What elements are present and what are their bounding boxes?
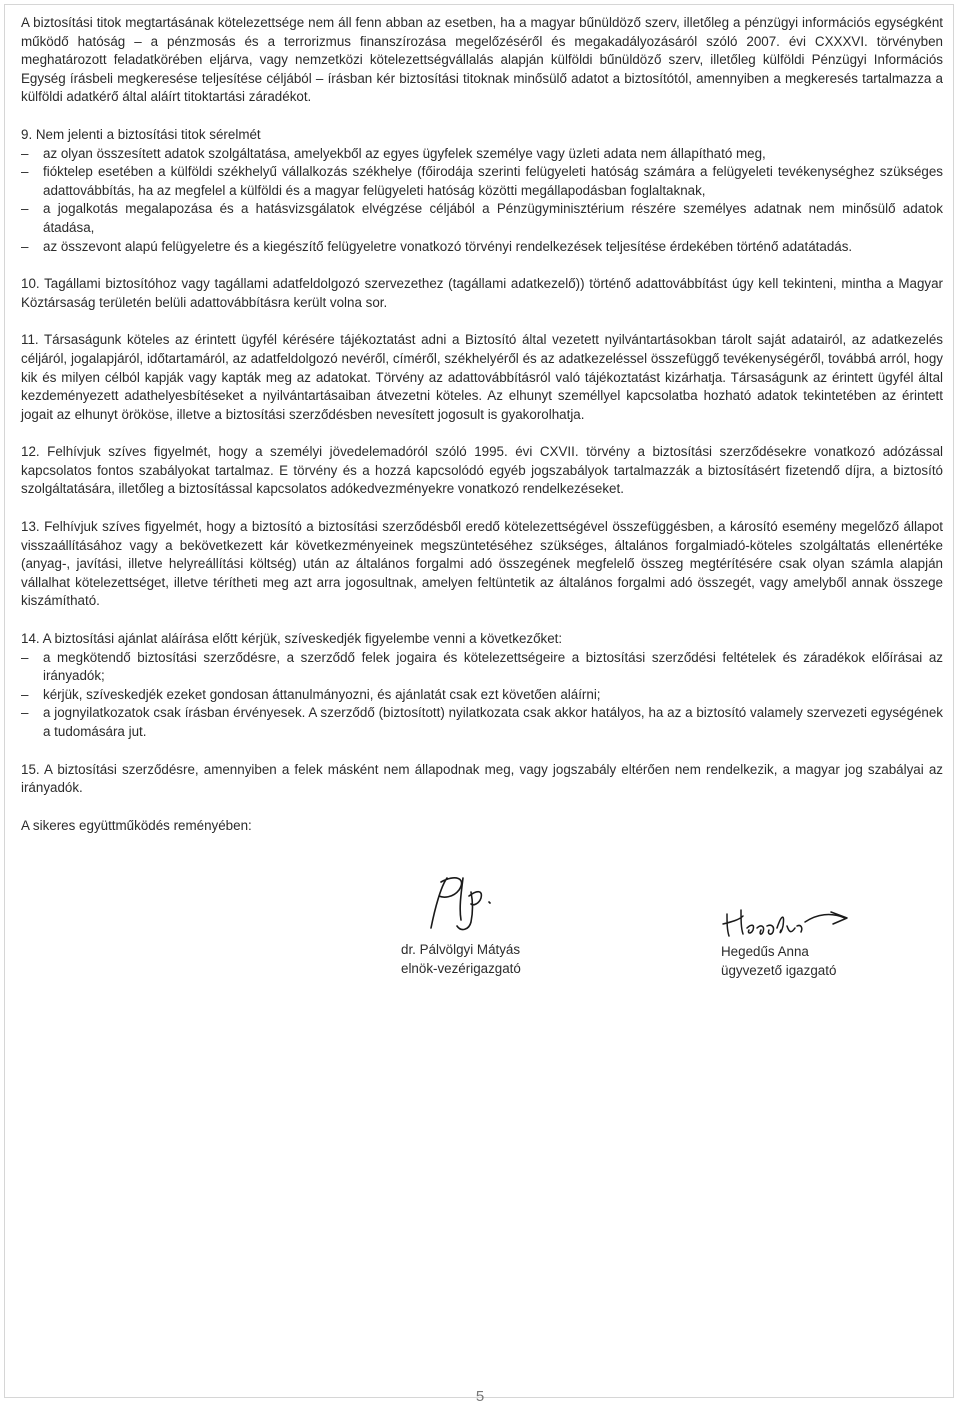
section-11 xyxy=(21,331,943,424)
section-14 xyxy=(21,630,943,742)
section-9-list xyxy=(21,145,943,257)
signatory-name-left: dr. Pálvölgyi Mátyás xyxy=(401,942,521,958)
list-item: – fióktelep esetében a külföldi székhelyű vállalkozás székhelye (főirodája szerinti felügyeleti hatóság számára a felügyeleti tevékenységhez szükséges adattovábbítás, ha az megfelel a külföldi és a magyar felügyeleti hatóság közötti megállapodásban foglaltaknak, xyxy=(21,163,943,200)
section-14-list xyxy=(21,649,943,742)
list-item: – a megkötendő biztosítási szerződésre, a szerződő felek jogaira és kötelezettségeire a biztosítási szerződési feltételek és záradékok előírásai az irányadók; xyxy=(21,649,943,686)
list-item: – az összevont alapú felügyeletre és a kiegészítő felügyeletre vonatkozó törvényi rendelkezések teljesítése érdekében történő adatátadás. xyxy=(21,238,943,257)
intro-paragraph xyxy=(21,14,943,107)
section-11-text: 11. Társaságunk köteles az érintett ügyfél kérésére tájékoztatást adni a Biztosító által vezetett nyilvántartásokban tárolt saját adatairól, az adatkezelés céljáról, jogalapjáról, időtartamáról, az adatfeldolgozó nevéről, címéről, székhelyéről és az adatkezeléssel összefüggő tevékenységéről, továbbá arról, hogy kik és milyen célból kapják vagy kapták meg az adatokat. Törvény az adattovábbításról való tájékoztatást kizárhatja. Társaságunk az érintett ügyfél által kezdeményezett adathelyesbítéseket a nyilvántartásaiban átvezetni köteles. Az elhunyt személlyel kapcsolatba hozható adatok tekintetében az érintett jogait az elhunyt örököse, illetve a biztosítási szerződésben nevesített jogosult is gyakorolhatja. xyxy=(21,332,943,422)
section-14-heading: 14. A biztosítási ajánlat aláírása előtt kérjük, szíveskedjék figyelembe venni a következőket: xyxy=(21,631,563,647)
handwritten-signature-left xyxy=(401,868,531,940)
section-13-text: 13. Felhívjuk szíves figyelmét, hogy a biztosító a biztosítási szerződésből eredő kötelezettségével összefüggésben, a károsító esemény megelőző állapot visszaállításához vagy a bekövetkezett kár következményeinek megszüntetéséhez szükséges, általános forgalmiadó-köteles szolgáltatás ellenértéke (anyag-, javítási, illetve helyreállítási költség) után az általános forgalmi adó összegének megfelelő összeg megtérítésére csak olyan számla alapján vállalhat kötelezettséget, illetve térítheti meg azt arra jogosultnak, amelyen feltüntetik az általános forgalmi adó összegét, vagy amelyből annak összege kiszámítható. xyxy=(21,519,943,609)
section-9-heading: 9. Nem jelenti a biztosítási titok sérelmét xyxy=(21,126,261,142)
intro-text: A biztosítási titok megtartásának kötelezettsége nem áll fenn abban az esetben, ha a magyar bűnüldöző szerv, illetőleg a pénzügyi információs egységként működő hatóság – a pénzmosás és a terrorizmus finanszírozása megelőzéséről és megakadályozásáról szóló 2007. évi CXXXVI. törvényben meghatározott feladatkörében eljárva, vagy nemzetközi kötelezettségvállalás alapján külföldi bűnüldöző szerv, illetőleg külföldi Pénzügyi Információs Egység írásbeli megkeresése teljesítése céljából – írásban kér biztosítási titoknak minősülő adatot a biztosítótól, amennyiben a megkeresés tartalmazza a külföldi adatkérő által aláírt titoktartási záradékot. xyxy=(21,15,943,105)
signatory-title-right: ügyvezető igazgató xyxy=(721,963,837,979)
signature-block-left xyxy=(401,868,531,978)
handwritten-signature-right xyxy=(721,902,871,942)
section-13 xyxy=(21,518,943,611)
document-body xyxy=(21,14,943,1054)
list-item: – kérjük, szíveskedjék ezeket gondosan áttanulmányozni, és ajánlatát csak ezt követően aláírni; xyxy=(21,686,943,705)
section-9 xyxy=(21,126,943,256)
section-10 xyxy=(21,275,943,312)
section-15 xyxy=(21,761,943,798)
list-item: – a jogalkotás megalapozása és a hatásvizsgálatok elvégzése céljából a Pénzügyminisztérium részére személyes adatnak nem minősülő adatok átadása, xyxy=(21,200,943,237)
section-10-text: 10. Tagállami biztosítóhoz vagy tagállami adatfeldolgozó szervezethez (tagállami adatkezelő)) történő adattovábbítást úgy kell tekinteni, mintha a Magyar Köztársaság területén belüli adattovábbításra került volna sor. xyxy=(21,276,943,310)
closing xyxy=(21,817,943,836)
closing-text: A sikeres együttműködés reményében: xyxy=(21,817,252,833)
signatory-name-right: Hegedűs Anna xyxy=(721,944,809,960)
signatory-title-left: elnök-vezérigazgató xyxy=(401,961,521,977)
signature-block-right xyxy=(721,902,871,980)
list-item: – a jognyilatkozatok csak írásban érvényesek. A szerződő (biztosított) nyilatkozata csak akkor hatályos, ha az a biztosító valamely szervezeti egységének a tudomására jut. xyxy=(21,704,943,741)
page-number: 5 xyxy=(475,1388,485,1405)
section-12-text: 12. Felhívjuk szíves figyelmét, hogy a személyi jövedelemadóról szóló 1995. évi CXVII. törvény a biztosítási szerződésekre vonatkozó adózással kapcsolatos fontos szabályokat tartalmaz. E törvény és a hozzá kapcsolódó egyéb jogszabályok tartalmazzák a biztosításért fizetendő díjra, a biztosító szolgáltatására, illetőleg a biztosítással kapcsolatos adókedvezményekre vonatkozó rendelkezéseket. xyxy=(21,444,943,497)
section-12 xyxy=(21,443,943,499)
signature-area xyxy=(21,854,943,1054)
list-item: – az olyan összesített adatok szolgáltatása, amelyekből az egyes ügyfelek személye vagy üzleti adata nem állapítható meg, xyxy=(21,145,943,164)
section-15-text: 15. A biztosítási szerződésre, amennyiben a felek másként nem állapodnak meg, vagy jogszabály eltérően nem rendelkezik, a magyar jog szabályai az irányadók. xyxy=(21,761,943,796)
